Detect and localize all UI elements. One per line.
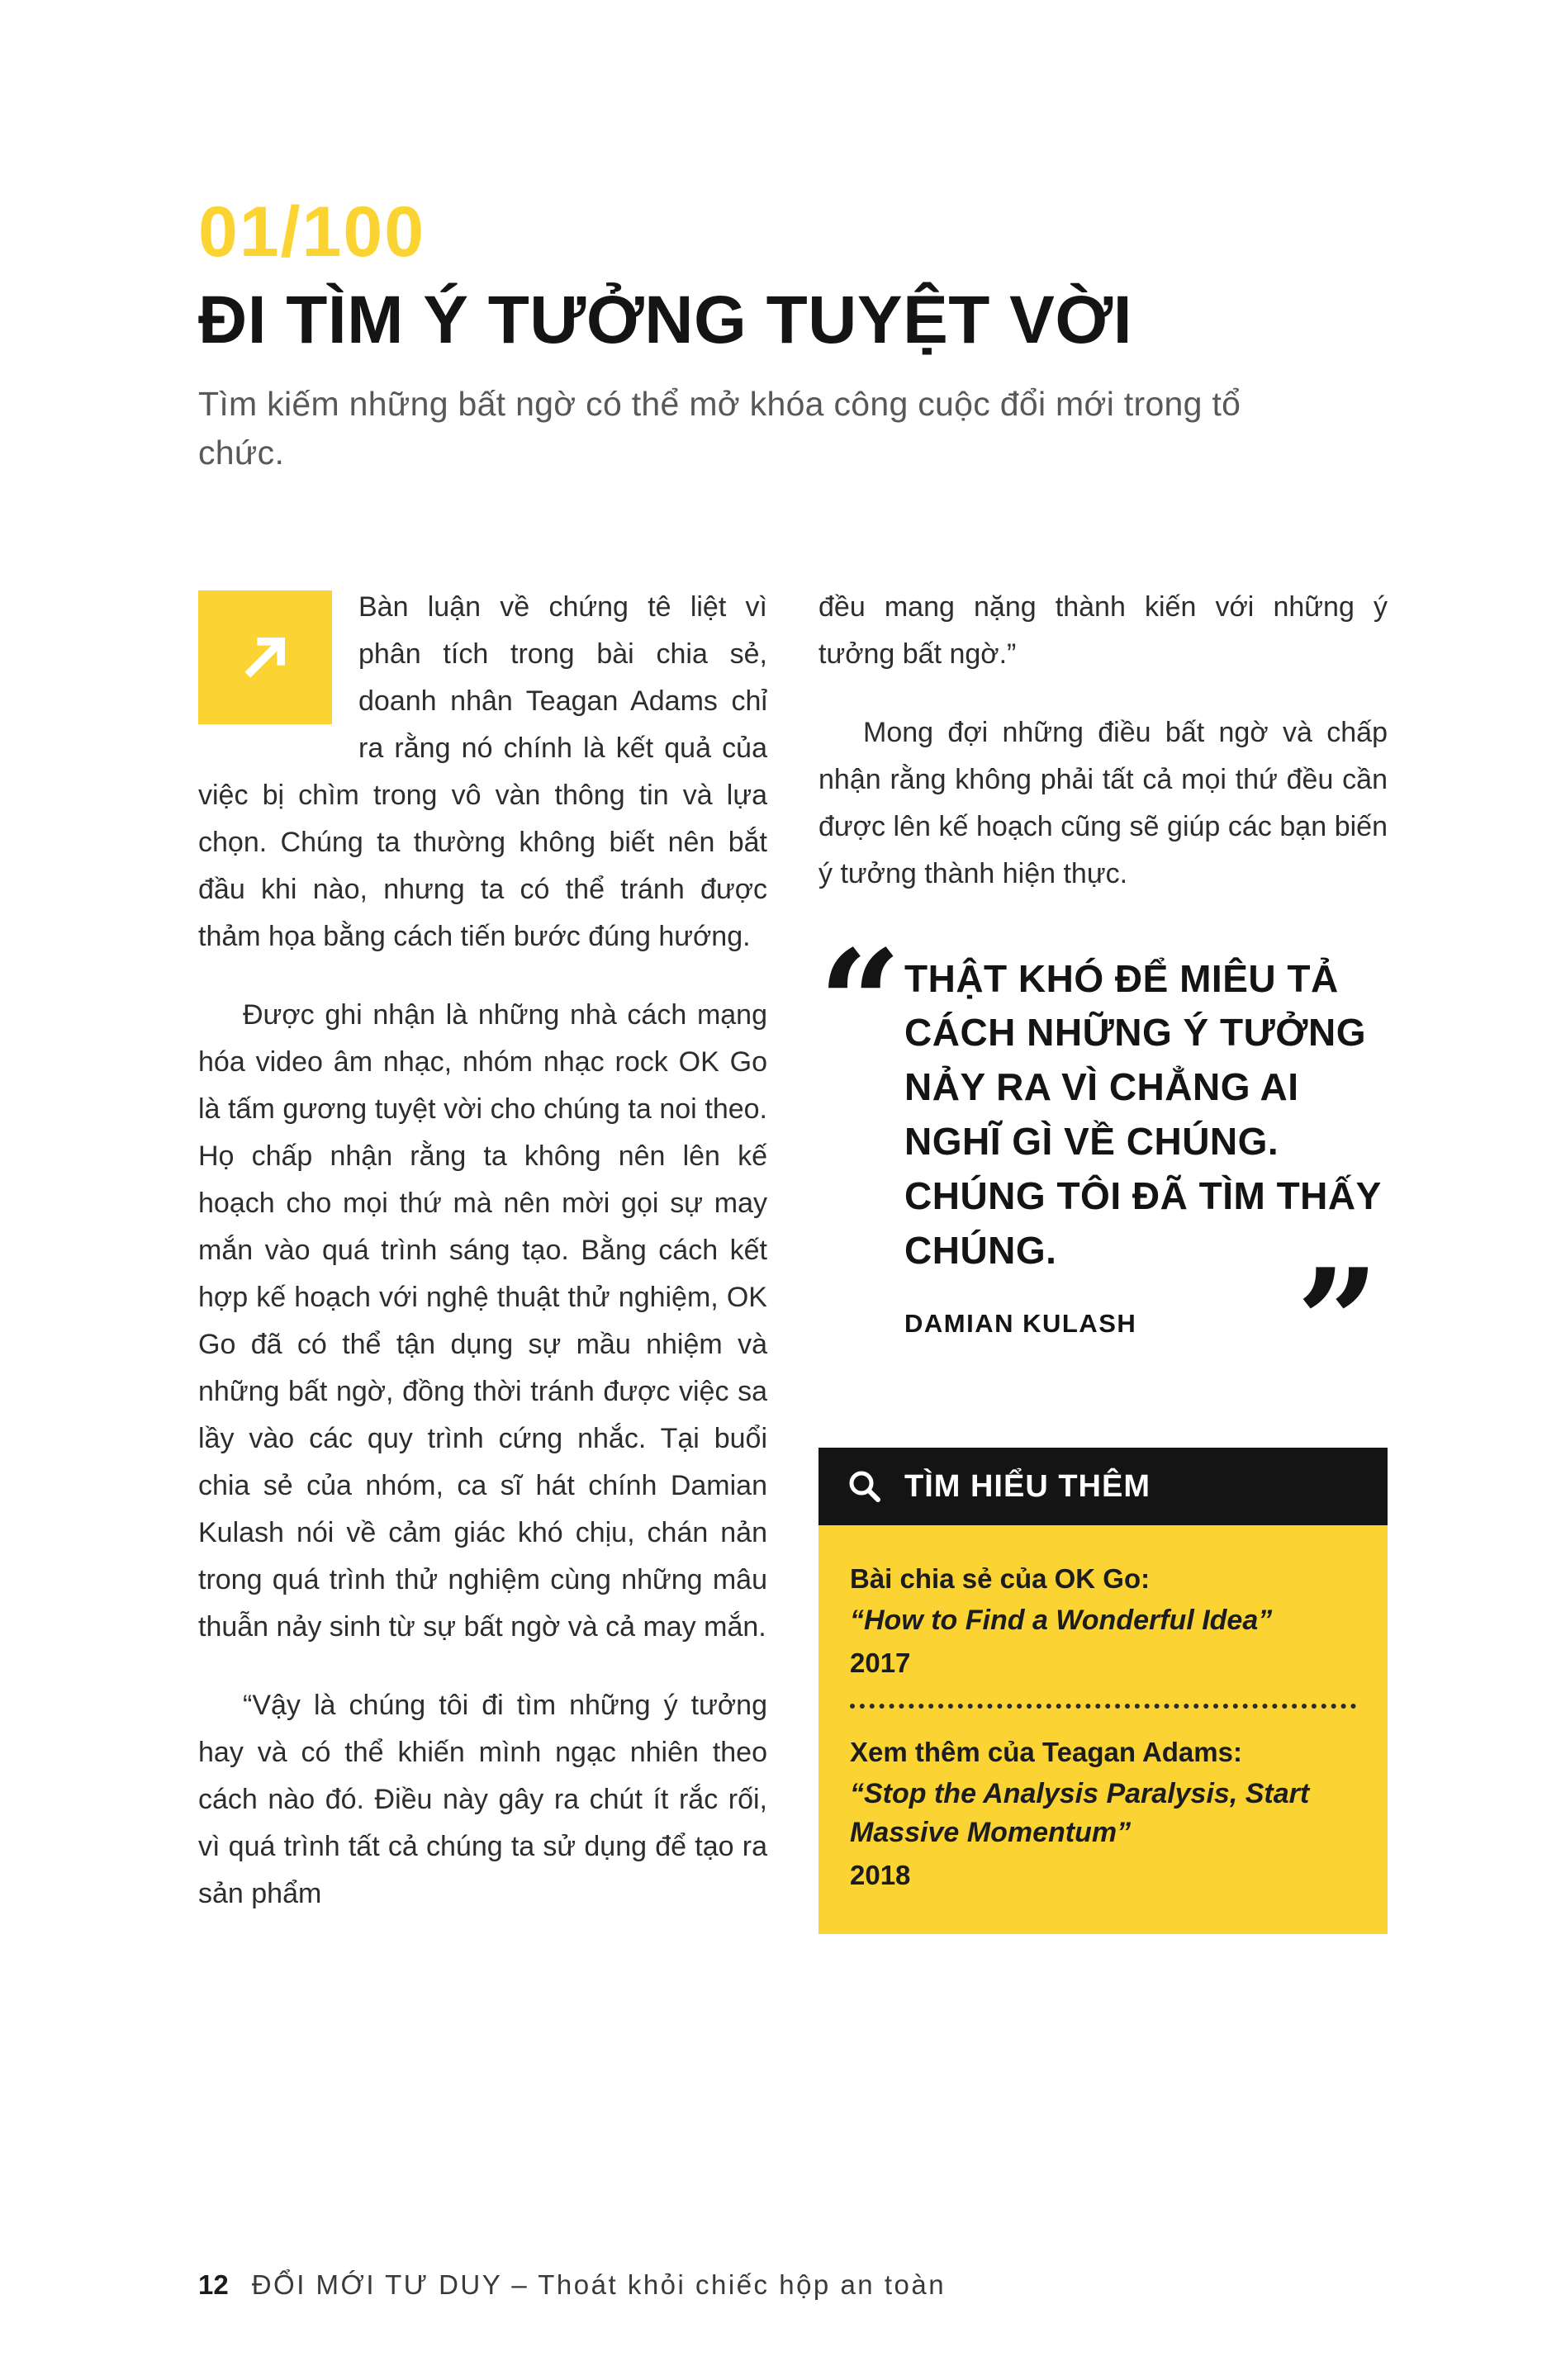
close-quote-icon: ” — [1296, 1238, 1379, 1408]
learn-more-list — [818, 1525, 1388, 1934]
reference-label: Bài chia sẻ của OK Go: — [850, 1563, 1151, 1595]
search-icon — [847, 1468, 883, 1505]
reference-year: 2018 — [850, 1860, 911, 1891]
paragraph: Được ghi nhận là những nhà cách mạng hóa video âm nhạc, nhóm nhạc rock OK Go là tấm gương tuyệt vời cho chúng ta noi theo. Họ chấp nhận rằng ta không nên lên kế hoạch cho mọi thứ mà nên mời gọi sự may mắn vào quá trình sáng tạo. Bằng cách kết hợp kế hoạch với nghệ thuật thử nghiệm, OK Go đã có thể tận dụng sự mầu nhiệm và những bất ngờ, đồng thời tránh được việc sa lầy vào các quy trình cứng nhắc. Tại buổi chia sẻ của nhóm, ca sĩ hát chính Damian Kulash nói về cảm giác khó chịu, chán nản trong quá trình thử nghiệm cùng những mâu thuẫn nảy sinh từ sự bất ngờ và cả may mắn. — [198, 998, 767, 1643]
paragraph — [198, 584, 767, 960]
quote-footer — [904, 1238, 1388, 1408]
open-quote-icon: “ — [818, 918, 902, 1088]
chapter-number: 01/100 — [198, 192, 426, 272]
page-title: ĐI TÌM Ý TƯỞNG TUYỆT VỜI — [198, 282, 1133, 358]
right-column — [818, 584, 1388, 1949]
learn-more-header — [818, 1448, 1388, 1525]
paragraph-text: Bàn luận về chứng tê liệt vì phân tích trong bài chia sẻ, doanh nhân Teagan Adams chỉ ra rằng nó chính là kết quả của việc bị chìm trong vô vàn thông tin và lựa chọn. Chúng ta thường không biết nên bắt đầu khi nào, nhưng ta có thể tránh được thảm họa bằng cách tiến bước đúng hướng. — [198, 590, 767, 952]
page-footer — [198, 2269, 946, 2301]
left-column — [198, 584, 767, 1949]
quote-text: THẬT KHÓ ĐỂ MIÊU TẢ CÁCH NHỮNG Ý TƯỞNG NẢY RA VÌ CHẲNG AI NGHĨ GÌ VỀ CHÚNG. CHÚNG TÔI ĐÃ TÌM THẤY CHÚNG. — [904, 956, 1381, 1272]
reference-title: “Stop the Analysis Paralysis, Start Massive Momentum” — [850, 1777, 1310, 1849]
arrow-up-right-icon — [198, 590, 332, 724]
two-column-body — [198, 584, 1388, 1949]
reference-year: 2017 — [850, 1647, 911, 1678]
page-number: 12 — [198, 2269, 229, 2300]
reference-item — [850, 1737, 1356, 1891]
learn-more-box — [818, 1448, 1388, 1934]
pull-quote-body — [904, 952, 1388, 1408]
reference-label: Xem thêm của Teagan Adams: — [850, 1736, 1242, 1767]
dotted-divider — [850, 1704, 1356, 1709]
reference-item — [850, 1563, 1356, 1679]
learn-more-title: TÌM HIỂU THÊM — [904, 1468, 1151, 1504]
page-subtitle: Tìm kiếm những bất ngờ có thể mở khóa công cuộc đổi mới trong tổ chức. — [198, 384, 1241, 472]
quote-author: DAMIAN KULASH — [904, 1309, 1137, 1339]
book-title: ĐỔI MỚI TƯ DUY – Thoát khỏi chiếc hộp an toàn — [251, 2269, 947, 2300]
paragraph: “Vậy là chúng tôi đi tìm những ý tưởng hay và có thể khiến mình ngạc nhiên theo cách nào đó. Điều này gây ra chút ít rắc rối, vì quá trình tất cả chúng ta sử dụng để tạo ra sản phẩm — [198, 1689, 767, 1909]
reference-title: “How to Find a Wonderful Idea” — [850, 1605, 1273, 1637]
paragraph: Mong đợi những điều bất ngờ và chấp nhận rằng không phải tất cả mọi thứ đều cần được lên kế hoạch cũng sẽ giúp các bạn biến ý tưởng thành hiện thực. — [818, 716, 1388, 889]
page-header — [198, 192, 1388, 478]
pull-quote — [818, 918, 1388, 1408]
paragraph: đều mang nặng thành kiến với những ý tưởng bất ngờ.” — [818, 590, 1388, 670]
